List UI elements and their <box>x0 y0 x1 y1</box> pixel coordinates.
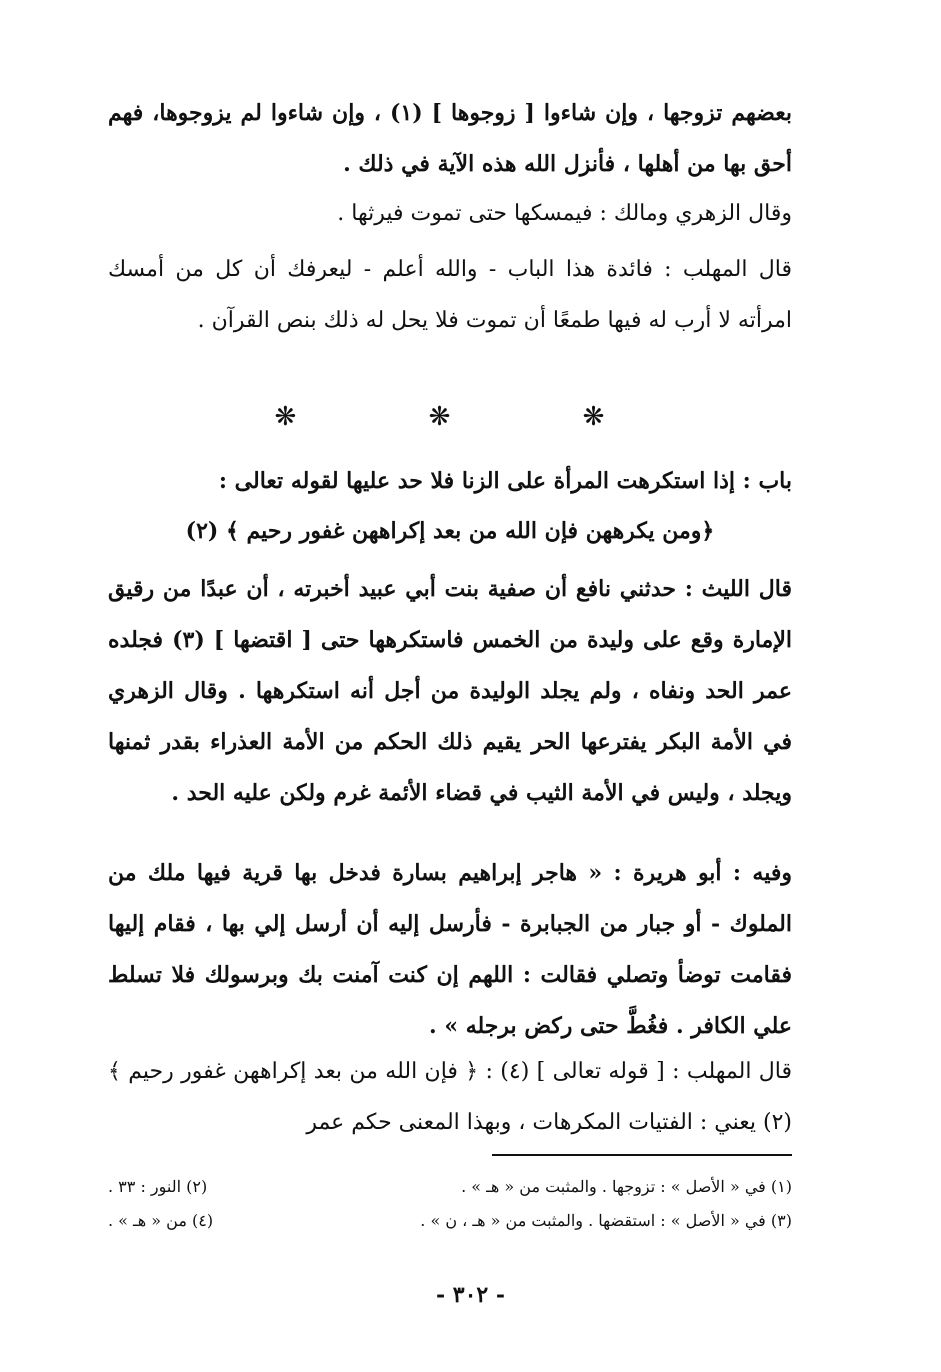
footnote-row-2 <box>108 1204 792 1238</box>
footnote-3: (٣) في « الأصل » : استقضها . والمثبت من « هـ ، ن » . <box>420 1211 792 1230</box>
footnote-row-1 <box>108 1170 792 1204</box>
paragraph-3: قال المهلب : فائدة هذا الباب - والله أعلم - ليعرفك أن كل من أمسك امرأته لا أرب له فيها طمعًا أن تموت فلا يحل له ذلك بنص القرآن . <box>108 257 792 333</box>
chapter-heading-line-2: ﴿ومن يكرههن فإن الله من بعد إكراههن غفور رحيم ﴾ (٢) <box>185 518 715 544</box>
footnotes <box>108 1170 792 1238</box>
page-number: - ٣٠٢ - <box>435 1282 506 1308</box>
chapter-heading-line-1: باب : إذا استكرهت المرأة على الزنا فلا حد عليها لقوله تعالى : <box>218 468 792 494</box>
paragraph-2: وقال الزهري ومالك : فيمسكها حتى تموت فيرثها . <box>337 201 792 226</box>
footnote-divider <box>492 1154 792 1156</box>
footnote-4: (٤) من « هـ » . <box>108 1211 214 1230</box>
paragraph-4: قال الليث : حدثني نافع أن صفية بنت أبي عبيد أخبرته ، أن عبدًا من رقيق الإمارة وقع على وليدة من الخمس فاستكرهها حتى [ اقتضها ] (٣) فجلده عمر الحد ونفاه ، ولم يجلد الوليدة من أجل أنه استكرهها . وقال الزهري في الأمة البكر يفترعها الحر يقيم ذلك الحكم من الأمة العذراء بقدر ثمنها ويجلد ، وليس في الأمة الثيب في قضاء الأئمة غرم ولكن عليه الحد . <box>108 576 792 806</box>
paragraph-6: قال المهلب : [ قوله تعالى ] (٤) : ﴿ فإن الله من بعد إكراههن غفور رحيم ﴾ (٢) يعني : الفتيات المكرهات ، وبهذا المعنى حكم عمر <box>108 1059 792 1135</box>
paragraph-5: وفيه : أبو هريرة : « هاجر إبراهيم بسارة فدخل بها قرية فيها ملك من الملوك - أو جبار من الجبابرة - فأرسل إليه أن أرسل إلي بها ، فقام إليها فقامت توضأ وتصلي فقالت : اللهم إن كنت آمنت بك وبرسولك فلا تسلط علي الكافر . فغُطَّ حتى ركض برجله » . <box>108 860 792 1039</box>
paragraph-1: بعضهم تزوجها ، وإن شاءوا [ زوجوها ] (١) ، وإن شاءوا لم يزوجوها، فهم أحق بها من أهلها ، فأنزل الله هذه الآية في ذلك . <box>108 100 792 177</box>
footnote-2: (٢) النور : ٣٣ . <box>108 1177 208 1196</box>
section-separator: ❋ ❋ ❋ <box>274 402 667 432</box>
footnote-1: (١) في « الأصل » : تزوجها . والمثبت من « هـ » . <box>461 1177 792 1196</box>
